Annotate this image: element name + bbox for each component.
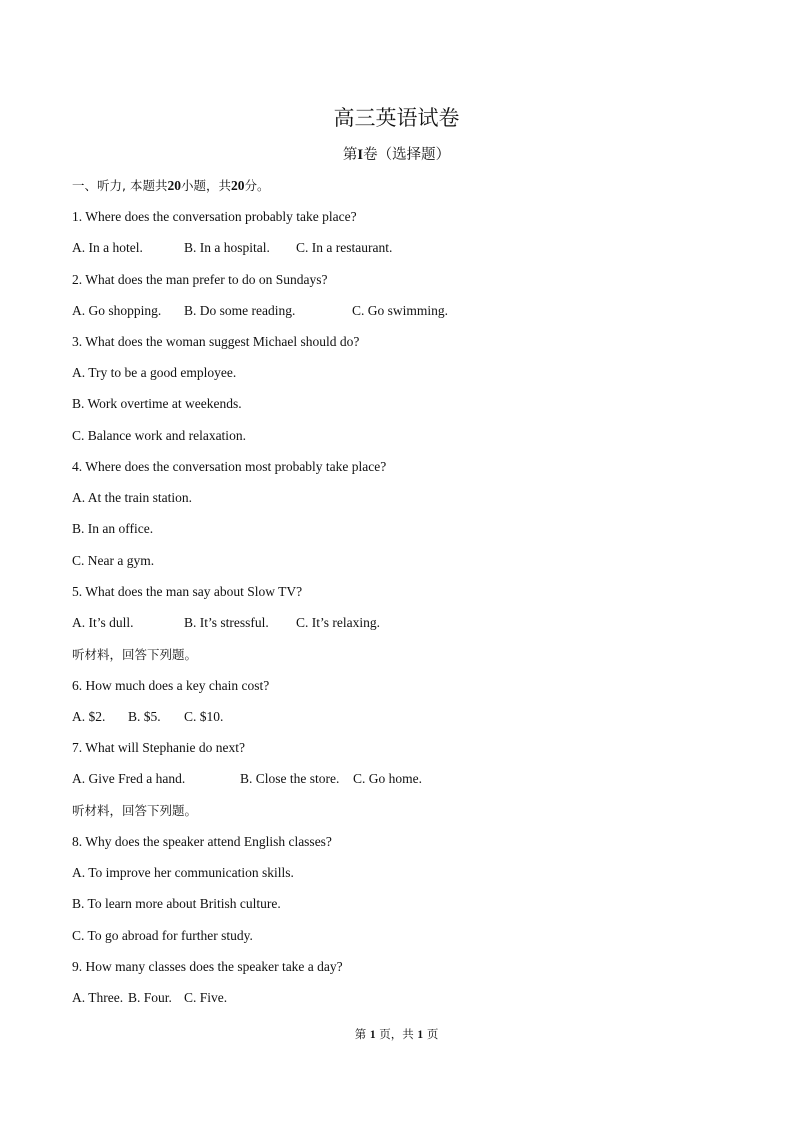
question-5-option-c: C. It’s relaxing. bbox=[296, 615, 380, 630]
question-9-stem: 9. How many classes does the speaker take a day? bbox=[72, 959, 343, 974]
question-8-option-b: B. To learn more about British culture. bbox=[72, 896, 281, 911]
subtitle-post: 卷（选择题） bbox=[363, 147, 451, 163]
question-2-stem: 2. What does the man prefer to do on Sundays? bbox=[72, 272, 328, 287]
question-3-option-c: C. Balance work and relaxation. bbox=[72, 428, 246, 443]
question-3-option-a: A. Try to be a good employee. bbox=[72, 365, 237, 380]
question-2-option-b: B. Do some reading. bbox=[184, 303, 296, 318]
question-5-option-a: A. It’s dull. bbox=[72, 615, 134, 630]
question-4-option-a: A. At the train station. bbox=[72, 490, 192, 505]
question-5-stem: 5. What does the man say about Slow TV? bbox=[72, 584, 303, 599]
section-count: 20 bbox=[167, 178, 181, 193]
question-8-stem: 8. Why does the speaker attend English classes? bbox=[72, 834, 332, 849]
question-6-option-a: A. $2. bbox=[72, 709, 106, 724]
question-2-option-a: A. Go shopping. bbox=[72, 303, 162, 318]
question-8-option-c: C. To go abroad for further study. bbox=[72, 928, 253, 943]
footer-post: 页 bbox=[426, 1027, 439, 1041]
question-4-option-b: B. In an office. bbox=[72, 521, 154, 536]
footer-pre: 第 bbox=[354, 1027, 367, 1041]
footer-mid: 页，共 bbox=[379, 1027, 414, 1041]
question-1-stem: 1. Where does the conversation probably take place? bbox=[72, 209, 357, 224]
question-9-option-a: A. Three. bbox=[72, 990, 124, 1005]
instruction-2: 听材料，回答下列题。 bbox=[72, 803, 198, 818]
question-7-option-a: A. Give Fred a hand. bbox=[72, 771, 186, 786]
question-4-option-c: C. Near a gym. bbox=[72, 553, 155, 568]
section-points: 20 bbox=[230, 178, 245, 193]
question-1-option-a: A. In a hotel. bbox=[72, 240, 143, 255]
section-pre: 一、听力, 本题共 bbox=[72, 178, 168, 193]
section-subtitle bbox=[0, 145, 793, 165]
subtitle-num: I bbox=[357, 147, 364, 163]
question-8-option-a: A. To improve her communication skills. bbox=[72, 865, 294, 880]
page-footer bbox=[0, 1026, 793, 1043]
question-9-option-b: B. Four. bbox=[128, 990, 172, 1005]
page-title: 高三英语试卷 bbox=[333, 106, 460, 130]
question-3-option-b: B. Work overtime at weekends. bbox=[72, 396, 242, 411]
subtitle-pre: 第 bbox=[342, 147, 358, 163]
footer-total-pages: 1 bbox=[417, 1029, 424, 1041]
question-5-option-b: B. It’s stressful. bbox=[184, 615, 269, 630]
question-6-option-b: B. $5. bbox=[128, 709, 161, 724]
question-7-stem: 7. What will Stephanie do next? bbox=[72, 740, 245, 755]
question-2-option-c: C. Go swimming. bbox=[352, 303, 449, 318]
question-7-option-b: B. Close the store. bbox=[240, 771, 340, 786]
section-mid: 小题，共 bbox=[180, 178, 231, 193]
question-6-option-c: C. $10. bbox=[184, 709, 224, 724]
footer-page-number: 1 bbox=[369, 1029, 376, 1041]
question-6-stem: 6. How much does a key chain cost? bbox=[72, 678, 270, 693]
question-1-option-c: C. In a restaurant. bbox=[296, 240, 393, 255]
instruction-1: 听材料，回答下列题。 bbox=[72, 647, 198, 662]
question-7-option-c: C. Go home. bbox=[353, 771, 422, 786]
question-4-stem: 4. Where does the conversation most probably take place? bbox=[72, 459, 387, 474]
question-3-stem: 3. What does the woman suggest Michael should do? bbox=[72, 334, 360, 349]
question-9-option-c: C. Five. bbox=[184, 990, 228, 1005]
section-heading bbox=[72, 177, 269, 195]
question-1-option-b: B. In a hospital. bbox=[184, 240, 270, 255]
section-post: 分。 bbox=[244, 178, 270, 193]
